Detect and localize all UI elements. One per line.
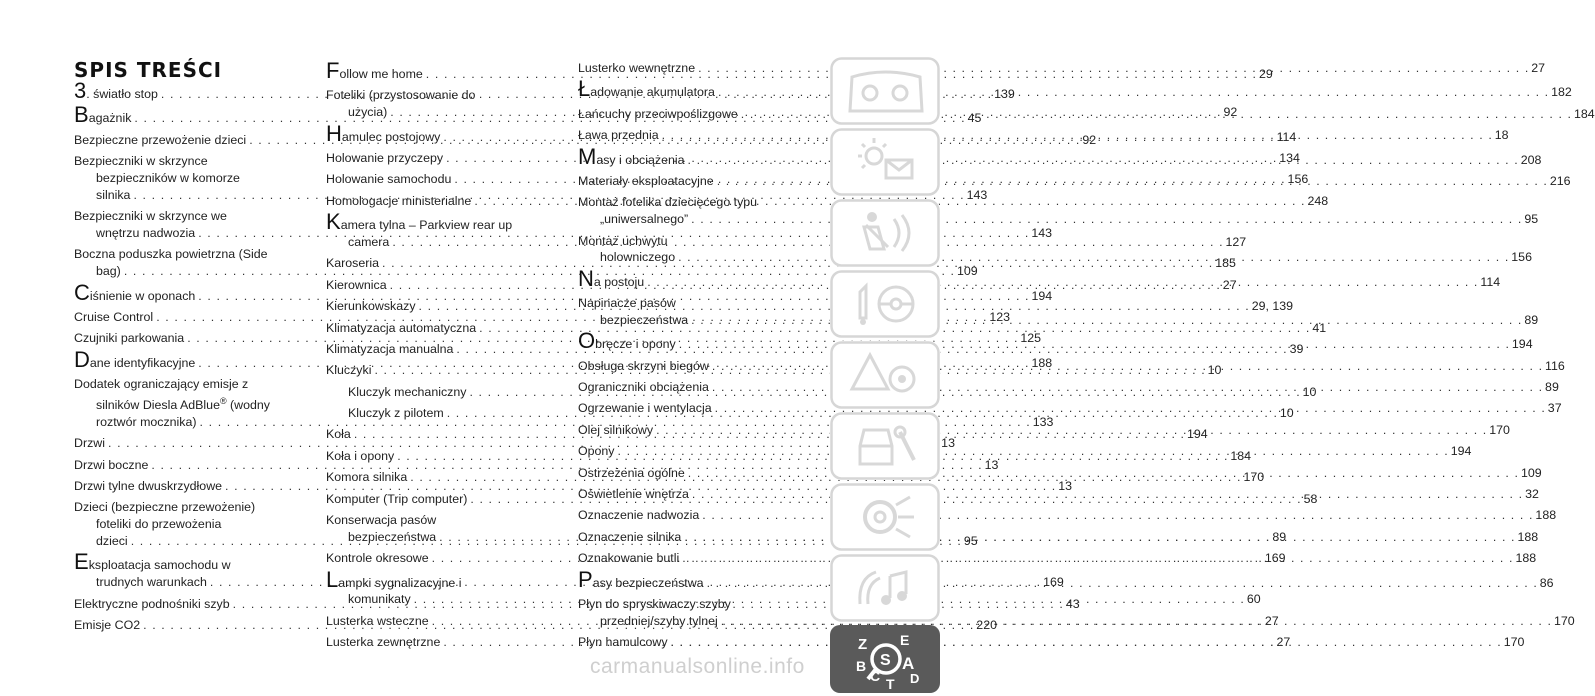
page-number: 10 <box>1207 363 1222 378</box>
index-entry-text: Ostrzeżenia ogólne <box>578 465 685 480</box>
index-entry-text: holowniczego <box>600 250 676 265</box>
index-entry-text: Masy i obciążenia <box>578 143 685 169</box>
index-tab[interactable] <box>830 625 940 693</box>
dot-leader <box>653 422 1489 439</box>
technical-data-icon <box>830 483 940 551</box>
index-initial-letter: C <box>74 279 90 305</box>
dot-leader <box>681 529 1517 546</box>
index-entry-text: Lusterka wsteczne <box>326 613 429 628</box>
index-entry-line: Płyn do spryskiwaczy szyby <box>578 596 731 611</box>
seatbelt-safety-icon <box>830 199 940 267</box>
page-number: 216 <box>1549 173 1571 188</box>
dashboard-tab[interactable] <box>830 57 940 125</box>
index-entry-text: Klimatyzacja manualna <box>326 341 454 356</box>
index-entry-text: Ogrzewanie i wentylacja <box>578 401 712 416</box>
index-entry-line: Napinacze pasów <box>578 296 676 311</box>
page-number: 45 <box>967 111 982 126</box>
index-entry-text: „uniwersalnego” <box>600 212 689 227</box>
index-entry-text: 3. światło stop <box>74 78 158 103</box>
technical-data-tab[interactable] <box>830 483 940 551</box>
page-number: 27 <box>1222 277 1237 292</box>
page-number: 27 <box>1531 61 1546 75</box>
page-number: 143 <box>966 187 988 202</box>
page-number: 169 <box>1264 551 1286 566</box>
page-number: 89 <box>1272 529 1287 544</box>
index-entry-text: Czujniki parkowania <box>74 331 185 346</box>
index-entry-text: Elektryczne podnośniki szyb <box>74 596 230 611</box>
page-number: 194 <box>1511 337 1533 352</box>
index-entry-text: Kontrole okresowe <box>326 551 429 566</box>
dot-leader <box>675 249 1511 266</box>
index-entry-line: Dzieci (bezpieczne przewożenie) <box>74 500 256 515</box>
index-entry-text: Ciśnienie w oponach <box>74 279 196 305</box>
index-entry-text: roztwór mocznika) <box>96 414 197 429</box>
page-number: 184 <box>1573 106 1595 121</box>
index-entry-line: Eksploatacja samochodu w <box>74 549 231 575</box>
index-initial-letter: F <box>326 58 340 83</box>
maintenance-tab[interactable] <box>830 412 940 480</box>
index-entry-text: Komputer (Trip computer) <box>326 491 468 506</box>
page-number: 27 <box>1264 613 1279 628</box>
index-entry-text: Klimatyzacja automatyczna <box>326 320 477 335</box>
index-entry-text: Ograniczniki obciążenia <box>578 380 709 395</box>
page-number: 114 <box>1480 274 1501 289</box>
page-number: 114 <box>1276 129 1297 144</box>
dot-leader <box>615 443 1451 460</box>
page-number: 10 <box>1302 384 1317 399</box>
page-number: 43 <box>1065 596 1080 611</box>
page-number: 41 <box>1312 320 1327 335</box>
index-entry-text: Koła <box>326 427 351 442</box>
index-entry-text: Kluczyk z pilotem <box>348 406 444 421</box>
chapter-sidebar <box>830 57 940 696</box>
index-entry-line: Dodatek ograniczający emisje z <box>74 377 249 392</box>
page-number: 92 <box>1082 132 1097 147</box>
index-entry-text: Obręcze i opony <box>578 328 676 354</box>
page-number: 188 <box>1031 355 1053 370</box>
index-letter-t: T <box>886 676 895 692</box>
page-number: 18 <box>1494 128 1509 143</box>
page-number: 170 <box>1553 613 1575 628</box>
index-initial-letter: L <box>326 566 339 592</box>
index-entry-text: Karoseria <box>326 256 380 271</box>
page-number: 89 <box>1524 312 1539 327</box>
page-number: 188 <box>1517 529 1539 544</box>
index-entry-text: Kierownica <box>326 277 387 292</box>
page-number: 127 <box>1225 234 1247 249</box>
index-entry-text: Obsługa skrzyni biegów <box>578 358 709 373</box>
page-number: 13 <box>1058 478 1073 493</box>
multimedia-tab[interactable] <box>830 554 940 622</box>
index-initial-letter: Ł <box>578 76 591 102</box>
index-entry-line: Montaż uchwytu <box>578 233 668 248</box>
starting-driving-tab[interactable] <box>830 270 940 338</box>
index-initial-letter: B <box>74 102 89 128</box>
multimedia-icon <box>830 554 940 622</box>
index-icon <box>830 625 940 693</box>
page-number: 185 <box>1215 256 1236 271</box>
page-number: 188 <box>1515 551 1537 566</box>
index-letter-s: S <box>880 652 891 669</box>
index-letter-c: C <box>870 668 881 684</box>
page-number: 58 <box>1303 491 1318 506</box>
page-number: 134 <box>1279 150 1300 165</box>
dot-leader <box>644 274 1480 291</box>
dot-leader <box>688 312 1524 329</box>
index-entry-text: komunikaty <box>348 592 411 607</box>
page-number: 170 <box>1503 635 1525 650</box>
index-initial-letter: P <box>578 566 593 592</box>
index-entry-line: Boczna poduszka powietrzna (Side <box>74 247 268 262</box>
index-entry-text: Lusterko wewnętrzne <box>578 61 696 75</box>
page-number: 169 <box>1043 575 1064 590</box>
page-number: 143 <box>1031 225 1053 240</box>
index-entry-line: Kamera tylna – Parkview rear up <box>326 209 513 235</box>
index-initial-letter: 3 <box>74 78 87 103</box>
page-number: 170 <box>1243 470 1265 485</box>
page-number: 123 <box>989 309 1011 324</box>
index-entry-line: Montaż fotelika dziecięcego typu <box>578 195 758 210</box>
index-entry-text: Follow me home <box>326 58 423 83</box>
index-entry-line: foteliki do przewożenia <box>96 517 222 532</box>
index-entry-text: Homologacje ministerialne <box>326 193 472 208</box>
page-number: 184 <box>1230 448 1252 463</box>
index-entry-text: Lusterka zewnętrzne <box>326 635 441 650</box>
index-entry-text: Kierunkowskazy <box>326 299 416 314</box>
page-number: 194 <box>1450 444 1472 459</box>
index-letter-z: Z <box>858 636 868 653</box>
index-initial-letter: D <box>74 346 90 372</box>
index-entry-text: Opony <box>578 444 615 459</box>
index-entry-line: silników Diesla AdBlue® (wodny <box>96 395 270 413</box>
warning-lights-icon <box>830 128 940 196</box>
index-entry-line: Bezpieczniki w skrzynce <box>74 154 208 169</box>
index-entry-text: Ładowanie akumulatora <box>578 76 715 102</box>
index-entry-text: Kluczyk mechaniczny <box>348 384 467 399</box>
page-number: 182 <box>1551 85 1572 100</box>
index-entry-text: Bagażnik <box>74 102 132 128</box>
maintenance-icon <box>830 412 940 480</box>
index-initial-letter: N <box>578 265 594 291</box>
page-number: 139 <box>994 87 1015 101</box>
index-entry-line: Konserwacja pasów <box>326 513 437 528</box>
page-number: 32 <box>1525 487 1539 502</box>
index-entry-text: Holowanie samochodu <box>326 172 452 187</box>
dot-leader <box>699 507 1535 524</box>
dot-leader <box>685 465 1521 482</box>
index-initial-letter: E <box>74 549 89 575</box>
dot-leader <box>688 211 1524 228</box>
page-number: 170 <box>1489 422 1510 437</box>
warning-lights-tab[interactable] <box>830 128 940 196</box>
dot-leader <box>685 152 1521 169</box>
index-entry-text: użycia) <box>348 105 388 120</box>
index-entry-text: trudnych warunkach <box>96 575 207 590</box>
index-entry-text: Oznakowanie butli <box>578 551 680 566</box>
index-entry[interactable] <box>326 320 1327 337</box>
page-number: 116 <box>1545 358 1565 373</box>
index-entry-text: Ława przednia <box>578 128 659 143</box>
page-number: 194 <box>1031 288 1053 303</box>
index-entry-text: Kluczyki <box>326 363 372 378</box>
index-entry-text: Olej silnikowy <box>578 422 654 437</box>
page-number: 29, 139 <box>1251 299 1294 314</box>
dot-leader <box>679 550 1515 567</box>
emergency-icon <box>830 341 940 409</box>
page-number: 89 <box>1545 380 1559 395</box>
index-entry-text: Hamulec postojowy <box>326 120 441 146</box>
page-number: 86 <box>1539 575 1554 590</box>
index-letter-d: D <box>910 671 920 686</box>
index-entry-text: Holowanie przyczepy <box>326 150 444 165</box>
page-number: 194 <box>1187 427 1208 442</box>
page-number: 133 <box>1032 414 1054 429</box>
index-entry-text: Materiały eksploatacyjne <box>578 173 714 188</box>
index-entry-text: Płyn hamulcowy <box>578 635 668 650</box>
page-number: 95 <box>1524 212 1539 227</box>
page-number: 10 <box>1279 406 1294 421</box>
index-entry-text: Drzwi tylne dwuskrzydłowe <box>74 478 223 493</box>
index-entry-text: Pasy bezpieczeństwa <box>578 566 704 592</box>
dot-leader <box>676 336 1512 353</box>
page-number: 13 <box>941 436 955 451</box>
index-entry-text: Bezpieczne przewożenie dzieci <box>74 132 247 147</box>
index-entry-line: Foteliki (przystosowanie do <box>326 88 476 103</box>
page-number: 220 <box>976 617 997 632</box>
index-entry-text: camera <box>348 234 390 249</box>
index-entry-text: Drzwi <box>74 436 105 451</box>
page-number: 27 <box>1276 635 1291 650</box>
safety-tab[interactable] <box>830 199 940 267</box>
page-number: 60 <box>1246 592 1261 607</box>
index-entry-text: Emisje CO2 <box>74 617 141 632</box>
watermark: carmanualsonline.info <box>590 655 805 678</box>
page-number: 37 <box>1547 401 1562 416</box>
index-entry-text: Komora silnika <box>326 470 408 485</box>
index-entry-text: Koła i opony <box>326 448 395 463</box>
index-entry-text: Łańcuchy przeciwpoślizgowe <box>578 106 738 121</box>
index-entry-text: Oświetlenie wnętrza <box>578 487 689 502</box>
page-number: 29 <box>1258 67 1273 81</box>
dot-leader <box>668 634 1504 651</box>
page-number: 156 <box>1287 172 1309 187</box>
page-number: 92 <box>1223 105 1238 120</box>
index-entry[interactable] <box>578 507 1557 524</box>
emergency-tab[interactable] <box>830 341 940 409</box>
index-entry-text: Dane identyfikacyjne <box>74 346 196 372</box>
page-number: 125 <box>1020 331 1042 346</box>
index-letter-a: A <box>902 654 915 673</box>
page-number: 248 <box>1307 193 1329 208</box>
index-initial-letter: M <box>578 143 597 169</box>
index-entry-line: bezpieczników w komorze <box>96 170 240 185</box>
index-entry-text: przedniej/szyby tylnej <box>600 613 718 628</box>
index-entry-text: Oznaczenie nadwozia <box>578 508 700 523</box>
index-entry-text: bag) <box>96 264 121 279</box>
page-number: 109 <box>1520 465 1542 480</box>
page-number: 109 <box>957 264 978 279</box>
index-initial-letter: K <box>326 209 341 235</box>
dot-leader <box>695 60 1531 77</box>
index-entry-line: Lampki sygnalizacyjne i <box>326 566 462 592</box>
starting-driving-icon <box>830 270 940 338</box>
dot-leader <box>659 127 1495 144</box>
dashboard-icon <box>830 57 940 125</box>
page-number: 188 <box>1535 508 1557 523</box>
dot-leader <box>689 486 1525 503</box>
page-number: 208 <box>1520 152 1542 167</box>
page-number: 39 <box>1289 341 1304 356</box>
index-entry-text: Oznaczenie silnika <box>578 529 682 544</box>
index-entry-text: Na postoju <box>578 265 645 291</box>
dot-leader <box>704 575 1540 592</box>
index-entry-text: bezpieczeństwa <box>600 312 689 327</box>
page-number: 13 <box>984 457 999 472</box>
index-entry-text: Cruise Control <box>74 309 154 324</box>
index-entry-text: dzieci <box>96 533 128 548</box>
page-title: SPIS TREŚCI <box>74 58 223 82</box>
page-number: 95 <box>963 533 978 548</box>
dot-leader <box>411 591 1247 608</box>
page-number: 156 <box>1511 250 1532 265</box>
index-initial-letter: H <box>326 120 342 146</box>
index-entry-text: wnętrzu nadwozia <box>96 225 196 240</box>
index-entry-text: silnika <box>96 187 131 202</box>
index-entry-text: bezpieczeństwa <box>348 529 437 544</box>
index-letter-e: E <box>900 632 910 648</box>
index-letter-b: B <box>856 658 867 674</box>
index-entry-text: Drzwi boczne <box>74 457 149 472</box>
index-initial-letter: O <box>578 328 596 354</box>
index-entry-line: Bezpieczniki w skrzynce we <box>74 209 227 224</box>
